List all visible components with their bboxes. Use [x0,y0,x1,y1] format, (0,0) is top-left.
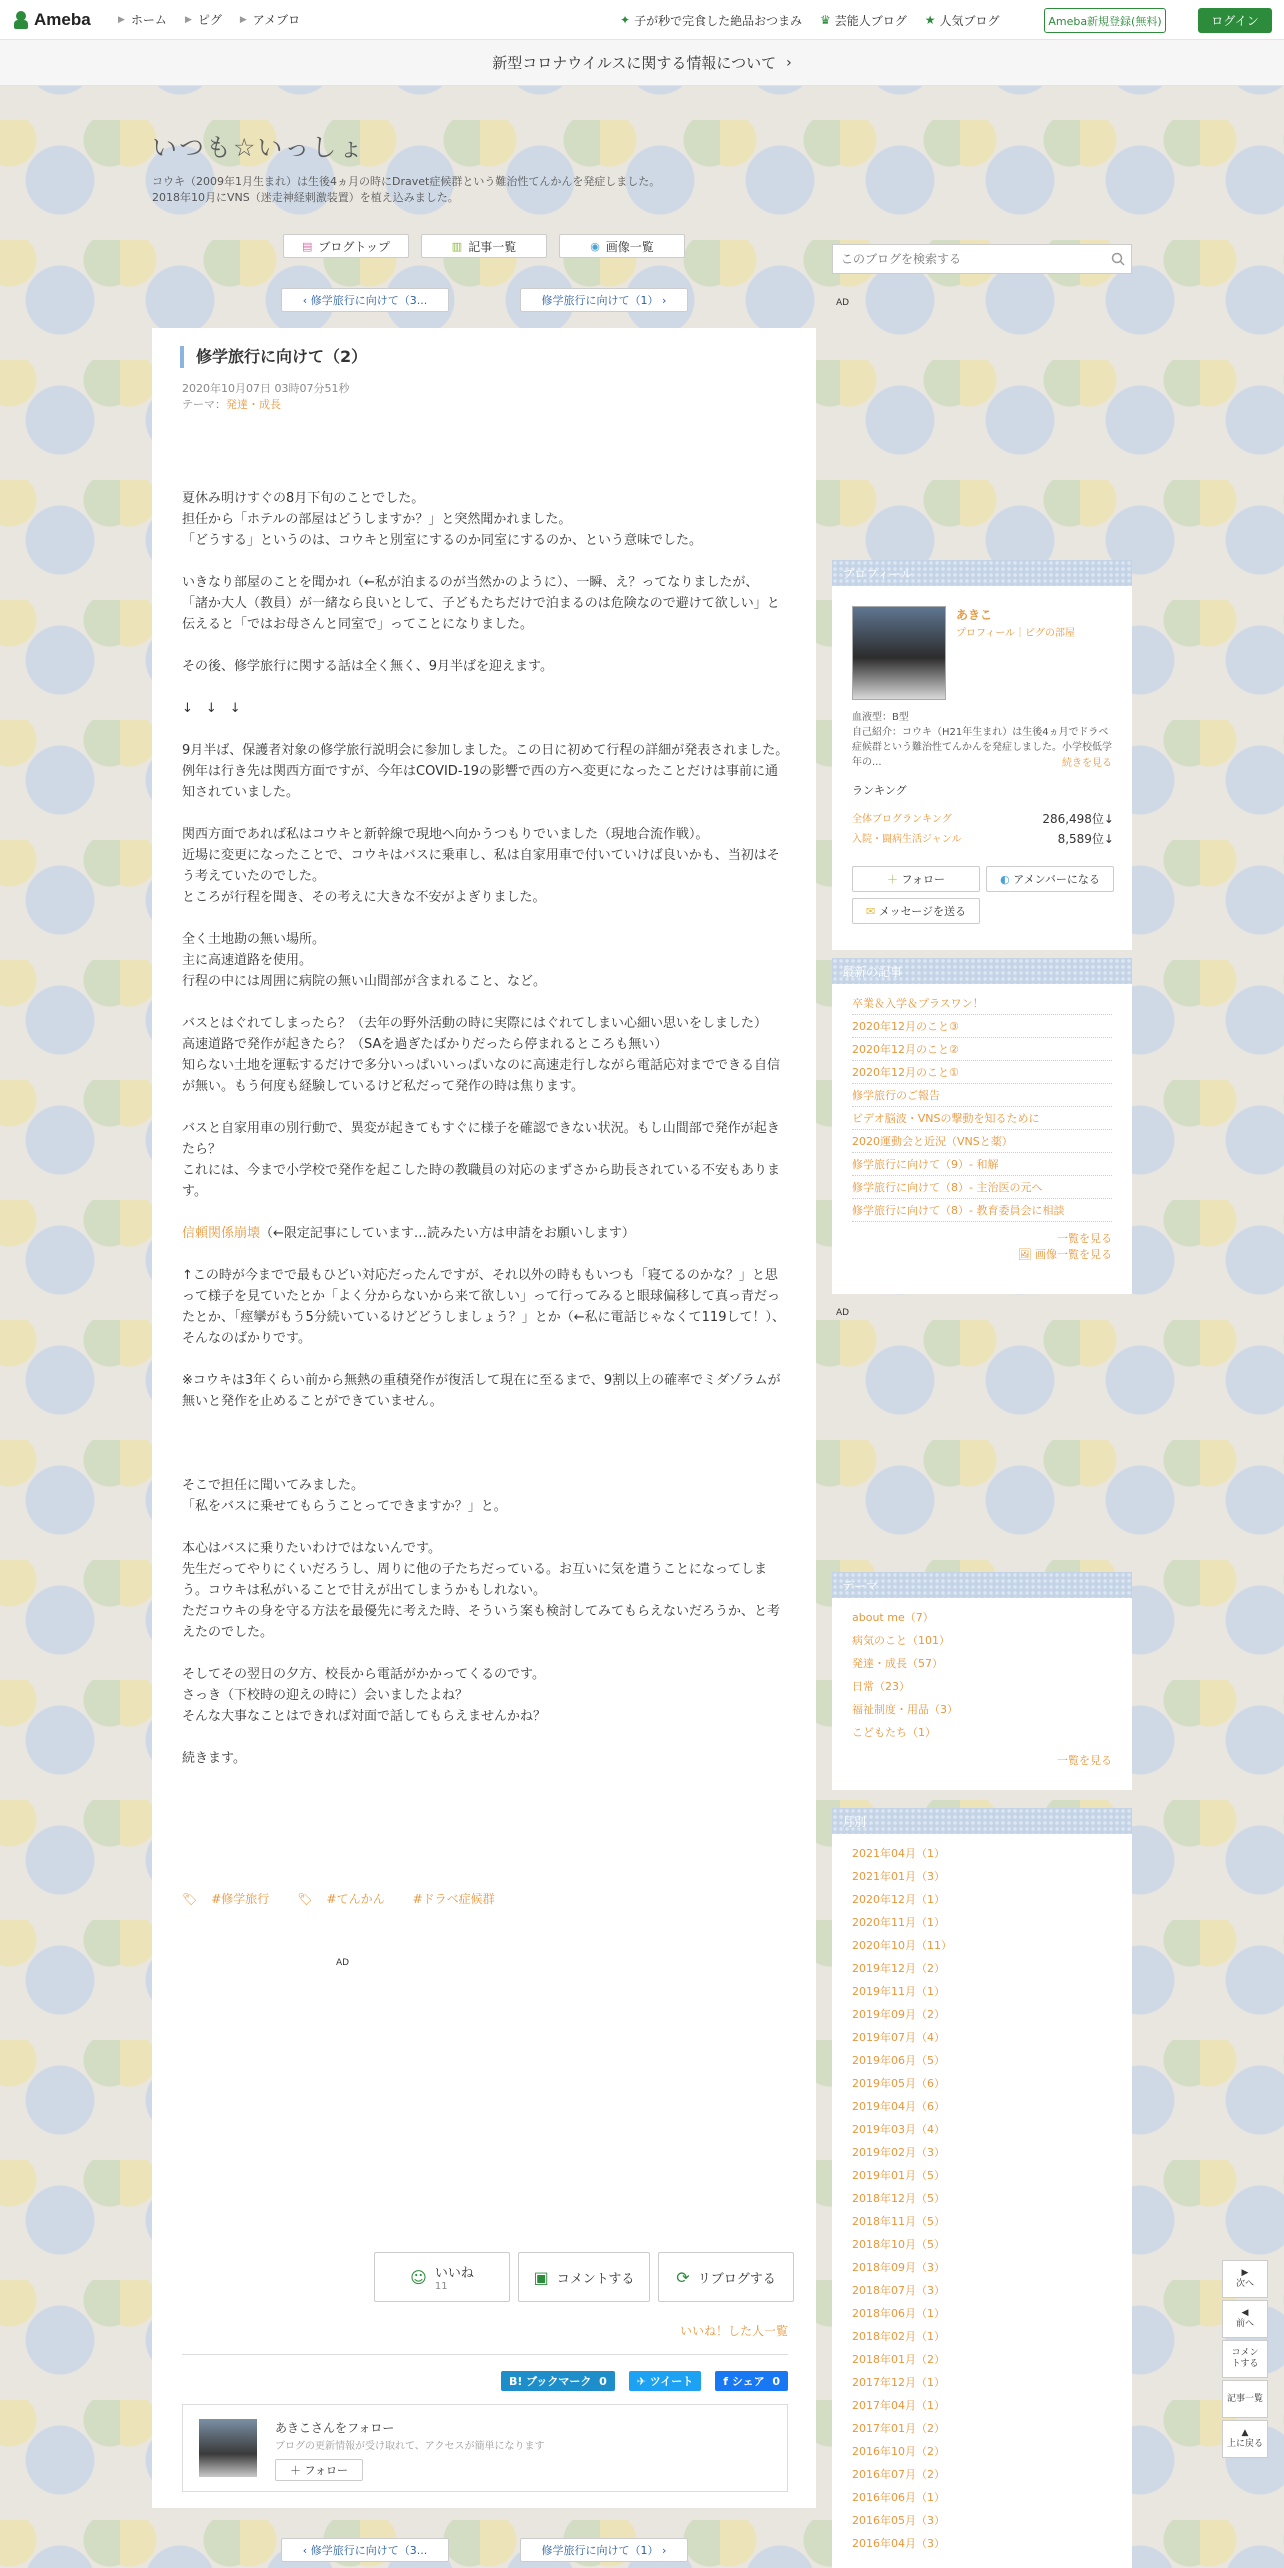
blog-desc-line-2: 2018年10月にVNS（迷走神経刺激装置）を植え込みました。 [152,191,459,204]
covid-info-banner[interactable] [0,40,1284,86]
hashtag-item[interactable] [413,1890,509,1907]
restricted-link-note: （←限定記事にしています…読みたい方は申請をお願いします） [260,1226,635,1241]
article [152,328,816,2508]
article-paragraph [182,1244,790,1265]
profile-follow-label: フォロー [901,873,945,886]
bookmark-count: 0 [599,2374,607,2388]
hashtag-label: #修学旅行 [211,1892,270,1906]
theme-item[interactable]: 日常（23） [852,1680,910,1693]
profile-intro: 自己紹介：コウキ（H21年生まれ）は生後4ヵ月でドラベ症候群という難治性てんかんを発症しました。小学校低学年の... [852,727,1112,768]
amember-icon: ◐ [1000,872,1014,886]
link-recipe[interactable] [620,12,802,29]
ameba-logo-icon [12,10,30,30]
recent-entry-link[interactable]: 修学旅行に向けて（9）- 和解 [852,1153,1112,1176]
hashtag-label: #ドラベ症候群 [412,1892,495,1906]
pager-next-top[interactable] [520,288,688,312]
tweet-label: ツイート [649,2375,694,2388]
recent-head: 最新の記事 [832,958,1132,984]
theme-label: テーマ： [182,398,226,411]
article-paragraph [182,1517,790,1538]
article-paragraph: 9月半ば、保護者対象の修学旅行説明会に参加しました。この日に初めて行程の詳細が発表されました。 [182,743,789,758]
blog-tabs [283,234,697,258]
recent-entry-link[interactable]: 2020運動会と近況（VNSと薬） [852,1130,1112,1153]
article-paragraph: ただコウキの身を守る方法を最優先に考えた時、そういう案も検討してみてもらえないだろうか、と考えたのでした。 [182,1604,781,1640]
camera-icon: ◉ [590,239,600,253]
register-button[interactable]: Ameba新規登録(無料) [1044,8,1166,33]
article-paragraph: これには、今まで小学校で発作を起こした時の教職員の対応のまずさから助長されている不安もあります。 [182,1163,781,1199]
month-item[interactable]: 2019年04月（6） [852,2100,945,2113]
theme-item[interactable]: about me（7） [852,1611,934,1624]
like-count: 11 [434,2281,448,2292]
month-item[interactable]: 2019年06月（5） [852,2054,945,2067]
like-list-link[interactable]: いいね！した人一覧 [679,2324,788,2338]
month-item[interactable]: 2017年04月（1） [852,2399,945,2412]
month-item[interactable]: 2018年06月（1） [852,2307,945,2320]
reblog-button[interactable] [658,2252,794,2302]
month-item[interactable]: 2018年07月（3） [852,2284,945,2297]
fb-count: 0 [772,2374,780,2388]
theme-item[interactable]: 病気のこと（101） [852,1634,950,1647]
article-paragraph: 担任から「ホテルの部屋はどうしますか？」と突然聞かれました。 [182,512,572,527]
reblog-label: リブログする [697,2271,776,2287]
month-item[interactable]: 2019年09月（2） [852,2008,945,2021]
month-item[interactable]: 2018年12月（5） [852,2192,945,2205]
profile-continue-link[interactable]: 続きを見る [1062,758,1112,769]
month-item[interactable]: 2019年02月（3） [852,2146,945,2159]
restricted-article-link[interactable]: 信頼関係崩壊 [182,1226,261,1241]
month-item[interactable]: 2019年07月（4） [852,2031,945,2044]
rank-overall-value: 286,498位↓ [1042,812,1114,826]
month-item[interactable]: 2017年12月（1） [852,2376,945,2389]
follow-button-label: フォロー [304,2464,348,2477]
ranking-label: ランキング [852,784,907,797]
article-paragraph [182,1349,790,1370]
page-icon: ▤ [301,239,313,253]
recent-entry-link[interactable]: 2020年12月のこと② [852,1038,1112,1061]
month-item[interactable]: 2018年10月（5） [852,2238,945,2251]
ad-label: AD [836,1308,850,1318]
comment-button[interactable] [518,2252,650,2302]
article-paragraph [182,803,790,824]
envelope-icon: ✉ [865,904,879,918]
global-header [0,0,1284,40]
article-title[interactable]: 修学旅行に向けて（2） [180,346,367,368]
login-button[interactable]: ログイン [1198,8,1272,33]
image-icon: 🖼 [1017,1248,1035,1261]
article-paragraph: そしてその翌日の夕方、校長から電話がかかってくるのです。 [182,1667,545,1682]
tab-blog-top-label: ブログトップ [318,239,391,254]
blog-header [152,128,712,206]
tab-entry-list-label: 記事一覧 [468,239,517,254]
float-entry-list-button[interactable] [1222,2380,1268,2418]
smile-icon: ☺ [410,2267,427,2287]
follow-button[interactable] [275,2459,363,2481]
article-date: 2020年10月07日 03時07分51秒 [182,382,350,395]
month-item[interactable]: 2019年11月（1） [852,1985,945,1998]
article-paragraph: 行程の中には周囲に病院の無い山間部が含まれること、など。 [182,974,547,989]
follow-box [182,2404,788,2492]
article-paragraph: 「私をバスに乗せてもらうことってできますか？」と。 [182,1499,507,1514]
article-paragraph: ↓ ↓ ↓ [182,701,241,716]
article-paragraph: ↑この時が今までで最もひどい対応だったんですが、それ以外の時ももいつも「寝てるのかな？」と思って様子を見ていたとか「よく分からないから来て欲しい」って行ってみると眼球偏移して真っ青だったとか、「痙攣がもう5分続いているけどどうしましょう？」とか（←私に電話じゃなくて119して！）、そんなのばかりです。 [182,1268,785,1346]
month-item[interactable]: 2016年05月（3） [852,2514,945,2527]
message-button[interactable] [852,898,980,924]
recent-entry-link[interactable]: 修学旅行に向けて（8）- 教育委員会に相談 [852,1199,1112,1222]
tag-icon: 🏷 [297,1892,313,1906]
hashtag-label: #てんかん [326,1892,385,1906]
month-item[interactable]: 2021年01月（3） [852,1870,945,1883]
article-body [182,488,790,1769]
article-paragraph [182,677,790,698]
chevron-right-icon: ▶ [118,14,125,25]
monthly-widget [832,1808,1132,2568]
blog-title[interactable]: いつも☆いっしょ [152,133,366,162]
chevron-right-icon: › [658,2543,667,2557]
month-item[interactable]: 2016年07月（2） [852,2468,945,2481]
pager-next-bottom[interactable] [520,2538,688,2562]
recent-entry-link[interactable]: 卒業＆入学＆プラスワン！ [852,992,1112,1015]
chevron-left-icon: ‹ [302,2543,311,2557]
article-paragraph [182,992,790,1013]
floating-nav [1222,2260,1268,2460]
bookmark-label: B! ブックマーク [508,2375,592,2388]
article-paragraph: 知らない土地を運転するだけで多分いっぱいいっぱいなのに高速走行しながら電話応対までできる自信が無い。もう何度も経験しているけど私だって発作の時は焦ります。 [182,1058,781,1094]
recent-entry-link[interactable]: 修学旅行のご報告 [852,1084,1112,1107]
themes-head: テーマ [832,1572,1132,1598]
month-item[interactable]: 2019年03月（4） [852,2123,945,2136]
profile-blood: 血液型：B型 [852,712,909,723]
blog-search [832,244,1132,274]
theme-item[interactable]: 福祉制度・用品（3） [852,1703,958,1716]
recent-entries-widget [832,958,1132,1294]
amember-button[interactable] [986,866,1114,892]
themes-more-link[interactable]: 一覧を見る [1057,1754,1112,1767]
recent-entry-link[interactable]: 2020年12月のこと① [852,1061,1112,1084]
article-paragraph: その後、修学旅行に関する話は全く無く、9月半ばを迎えます。 [182,659,553,674]
article-paragraph: 先生だってやりにくいだろうし、周りに他の子たちだっている。お互いに気を遣うことになってしまう。コウキは私がいることで甘えが出てしまうかもしれない。 [182,1562,768,1598]
month-item[interactable]: 2018年02月（1） [852,2330,945,2343]
facebook-share-button[interactable] [715,2371,788,2391]
hashtag-item[interactable] [182,1890,283,1907]
blog-description [152,174,712,206]
article-paragraph: そこで担任に聞いてみました。 [182,1478,365,1493]
comment-icon: ▣ [533,2267,549,2287]
facebook-icon: f [723,2374,729,2388]
article-paragraph: 高速道路で発作が起きたら？（SAを過ぎたばかりだったら停まれるところも無い） [182,1037,668,1052]
month-item[interactable]: 2020年11月（1） [852,1916,945,1929]
month-item[interactable]: 2020年10月（11） [852,1939,952,1952]
profile-widget [832,560,1132,950]
article-paragraph: 例年は行き先は関西方面ですが、今年はCOVID-19の影響で西の方へ変更になったことだけは事前に通知されていました。 [182,764,779,800]
float-top-label: 上に戻る [1226,2439,1263,2449]
restricted-link-line [182,1223,790,1244]
link-celebrity-label: 芸能人ブログ [834,13,907,28]
link-recipe-label: 子が秒で完食した絶品おつまみ [634,13,802,28]
nav-ameblo-label: アメブロ [252,13,301,27]
pager-prev-label: 修学旅行に向けて（3... [310,294,428,307]
float-top-button[interactable] [1222,2420,1268,2458]
recent-entry-link[interactable]: ビデオ脳波・VNSの撃動を知るために [852,1107,1112,1130]
image-list-link[interactable] [832,1246,1112,1262]
search-icon[interactable] [1111,252,1125,266]
ranking-overall [852,810,1114,827]
article-paragraph: そんな大事なことはできれば対面で話してもらえませんかね？ [182,1709,547,1724]
ad-label: AD [336,1958,350,1968]
article-actions [366,2252,794,2302]
article-paragraph: ※コウキは3年くらい前から無熱の重積発作が復活して現在に至るまで、9割以上の確率でミダゾラムが無いと発作を止めることができていません。 [182,1373,781,1409]
profile-head: プロフィール [832,560,1132,586]
article-paragraph: 全く土地勘の無い場所。 [182,932,326,947]
triangle-left-icon: ◀ [1241,2308,1249,2318]
theme-link[interactable]: 発達・成長 [226,398,281,411]
article-body-part-1 [182,488,790,1202]
top-links [620,0,1018,40]
float-prev-label: 前へ [1235,2319,1254,2329]
document-icon: ▥ [451,239,463,253]
logo-text: Ameba [34,9,91,29]
float-entry-list-label: 記事一覧 [1226,2393,1263,2404]
monthly-list [840,1842,1124,2555]
like-text [435,2262,474,2292]
fb-label: シェア [731,2375,765,2388]
nav-home-label: ホーム [130,13,167,27]
pager-next-label: 修学旅行に向けて（1） [541,294,659,307]
article-paragraph: 本心はバスに乗りたいわけではないんです。 [182,1541,441,1556]
share-buttons [487,2371,788,2391]
top-nav [100,11,300,28]
pager-prev-bottom[interactable] [281,2538,449,2562]
article-paragraph: さっき（下校時の迎えの時に）会いましたよね？ [182,1688,469,1703]
hatena-bookmark-button[interactable] [501,2371,615,2391]
month-item[interactable]: 2016年06月（1） [852,2491,945,2504]
article-body-part-2 [182,1244,790,1769]
article-paragraph [182,1454,790,1475]
twitter-icon: ✈ [636,2374,646,2388]
themes-list [840,1606,1124,1744]
chevron-right-icon: › [786,54,792,71]
chevron-left-icon: ‹ [302,293,311,307]
rank-overall-link[interactable]: 全体ブログランキング [852,814,952,825]
nav-pigg-label: ピグ [197,13,222,27]
article-paragraph [182,1412,790,1433]
month-item[interactable]: 2020年12月（1） [852,1893,945,1906]
chevron-right-icon: ▶ [239,14,247,25]
article-paragraph: バスと自家用車の別行動で、異変が起きてもすぐに様子を確認できない状況。もし山間部で発作が起きたら？ [182,1121,780,1157]
article-paragraph [182,551,790,572]
chevron-right-icon: ▶ [184,14,192,25]
float-next-button[interactable] [1222,2260,1268,2298]
article-paragraph: 主に高速道路を使用。 [182,953,313,968]
month-item[interactable]: 2021年04月（1） [852,1847,945,1860]
tab-image-list[interactable] [559,234,685,258]
recent-entry-link[interactable]: 修学旅行に向けて（8）- 主治医の元へ [852,1176,1112,1199]
plus-icon: ＋ [290,2464,305,2477]
covid-banner-text: 新型コロナウイルスに関する情報について [492,54,777,72]
theme-item[interactable]: こどもたち（1） [852,1726,936,1739]
nav-pigg[interactable] [185,11,222,28]
pager-next-label: 修学旅行に向けて（1） [541,2544,659,2557]
hashtags [182,1890,523,1907]
month-item[interactable]: 2019年01月（5） [852,2169,945,2182]
article-paragraph [182,1643,790,1664]
divider [182,2354,788,2355]
article-paragraph [182,635,790,656]
article-paragraph [182,719,790,740]
month-item[interactable]: 2019年12月（2） [852,1962,945,1975]
month-item[interactable]: 2016年10月（2） [852,2445,945,2458]
recent-entry-link[interactable]: 2020年12月のこと③ [852,1015,1112,1038]
profile-links[interactable]: プロフィール｜ピグの部屋 [956,628,1075,639]
month-item[interactable]: 2018年11月（5） [852,2215,945,2228]
link-celebrity[interactable] [820,12,907,29]
amember-label: アメンバーになる [1013,873,1100,886]
link-popular[interactable] [925,12,1000,29]
profile-name[interactable]: あきこ [956,608,993,622]
blog-desc-line-1: コウキ（2009年1月生まれ）は生後4ヵ月の時にDravet症候群という難治性てんかんを発症しました。 [152,175,661,188]
float-next-label: 次へ [1235,2279,1254,2289]
search-input[interactable] [841,252,1101,266]
month-item[interactable]: 2018年01月（2） [852,2353,945,2366]
pager-prev-top[interactable] [281,288,449,312]
float-comment-label: コメントする [1231,2348,1259,2369]
comment-label: コメントする [556,2271,635,2287]
crown-icon: ♛ [819,13,831,27]
profile-avatar[interactable] [852,606,946,700]
article-paragraph [182,1433,790,1454]
article-paragraph: いきなり部屋のことを聞かれ（←私が泊まるのが当然かのように）、一瞬、え？ってなりましたが、 [182,575,759,590]
theme-item[interactable]: 発達・成長（57） [852,1657,943,1670]
follow-subtitle: ブログの更新情報が受け取れて、アクセスが簡単になります [275,2441,545,2452]
article-paragraph [182,1727,790,1748]
like-button[interactable] [374,2252,510,2302]
article-paragraph: ところが行程を聞き、その考えに大きな不安がよぎりました。 [182,890,546,905]
triangle-right-icon: ▶ [1241,2268,1249,2278]
article-paragraph [182,1097,790,1118]
month-item[interactable]: 2018年09月（3） [852,2261,945,2274]
sparkle-icon: ✦ [620,13,631,27]
chevron-right-icon: › [658,293,667,307]
ranking-genre [852,830,1114,847]
like-label: いいね [434,2266,474,2281]
article-paragraph: 「諸か大人（教員）が一緒なら良いとして、子どもたちだけで泊まるのは危険なので避けて欲しい」と伝えると「ではお母さんと同室で」ってことになりました。 [182,596,780,632]
article-paragraph: 続きます。 [182,1751,246,1766]
triangle-up-icon: ▲ [1241,2428,1249,2438]
ad-label: AD [836,298,850,308]
tag-icon: 🏷 [182,1892,198,1906]
themes-widget [832,1572,1132,1790]
article-paragraph [182,908,790,929]
recent-more-link[interactable]: 一覧を見る [1057,1232,1112,1245]
reblog-icon: ⟳ [676,2267,690,2287]
follow-title: あきこさんをフォロー [275,2421,395,2435]
tab-blog-top[interactable] [283,234,409,258]
article-paragraph: 近場に変更になったことで、コウキはバスに乗車し、私は自家用車で付いていけば良いかも、当初はそう考えていたのでした。 [182,848,780,884]
month-item[interactable]: 2017年01月（2） [852,2422,945,2435]
article-paragraph: バスとはぐれてしまったら？（去年の野外活動の時に実際にはぐれてしまい心細い思いをしました） [182,1016,768,1031]
recent-list [840,992,1124,1222]
tab-image-list-label: 画像一覧 [605,239,654,254]
float-comment-button[interactable] [1222,2340,1268,2378]
month-item[interactable]: 2019年05月（6） [852,2077,945,2090]
profile-follow-button[interactable] [852,866,980,892]
pager-prev-label: 修学旅行に向けて（3... [310,2544,428,2557]
link-popular-label: 人気ブログ [939,13,1000,28]
hashtag-item[interactable] [297,1890,398,1907]
float-prev-button[interactable] [1222,2300,1268,2338]
message-label: メッセージを送る [878,905,967,918]
article-paragraph: 関西方面であれば私はコウキと新幹線で現地へ向かうつもりでいました（現地合流作戦）。 [182,827,709,842]
tweet-button[interactable] [629,2371,702,2391]
ameba-logo[interactable] [0,10,100,30]
tab-entry-list[interactable] [421,234,547,258]
article-paragraph: 「どうする」というのは、コウキと別室にするのか同室にするのか、という意味でした。 [182,533,703,548]
plus-icon: ＋ [887,873,902,886]
image-list-label: 画像一覧を見る [1035,1248,1112,1261]
article-paragraph: 夏休み明けすぐの8月下旬のことでした。 [182,491,425,506]
avatar[interactable] [199,2419,257,2477]
article-theme [182,396,281,412]
monthly-head: 月別 [832,1808,1132,1834]
month-item[interactable]: 2016年04月（3） [852,2537,945,2550]
star-icon: ★ [924,13,936,27]
nav-home[interactable] [118,11,167,28]
nav-ameblo[interactable] [240,11,300,28]
rank-genre-value: 8,589位↓ [1057,832,1114,846]
rank-genre-link[interactable]: 入院・闘病生活ジャンル [852,834,962,845]
